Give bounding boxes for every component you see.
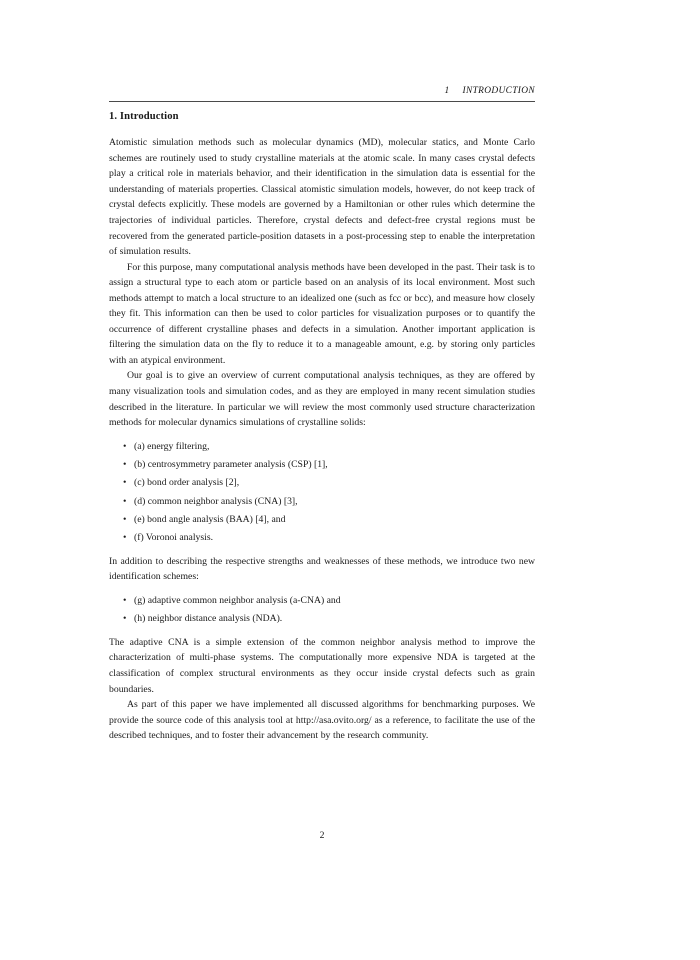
list-item: • (h) neighbor distance analysis (NDA). [109,611,535,627]
paragraph-implementation-source: As part of this paper we have implemented all discussed algorithms for benchmarking purposes. We provide the source code of this analysis tool at http://asa.ovito.org/ as a reference, to facilitate the use of the described techniques, and to foster their advancement by the research community. [109,699,535,742]
paragraph-new-schemes-intro: In addition to describing the respective strengths and weaknesses of these methods, we introduce two new identification schemes: [109,555,535,583]
list-existing-methods [109,439,535,546]
list-new-schemes [109,593,535,627]
list-item: • (a) energy filtering, [109,439,535,455]
paragraph-paper-goal: Our goal is to give an overview of current computational analysis techniques, as they are offered by many visualization tools and simulation codes, and as they are employed in many recent simulation studies described in the literature. In particular we will review the most commonly used structure characterization methods for molecular dynamics simulations of crystalline solids: [109,370,535,429]
list-item: • (d) common neighbor analysis (CNA) [3], [109,494,535,510]
text-block [109,110,535,744]
running-header [109,86,535,96]
list-item: • (c) bond order analysis [2], [109,475,535,491]
paragraph-intro-overview: Atomistic simulation methods such as molecular dynamics (MD), molecular statics, and Monte Carlo schemes are routinely used to study crystalline materials at the atomic scale. In many cases crystal defects play a critical role in materials behavior, and their identification in the simulation data is essential for the understanding of materials properties. Classical atomistic simulation models, however, do not keep track of crystal defects explicitly. These models are governed by a Hamiltonian or other rules which determine the trajectories of individual particles. Therefore, crystal defects and defect-free crystal regions must be recovered from the generated particle-position datasets in a post-processing step to enable the interpretation of simulation results. [109,137,535,258]
list-item: • (g) adaptive common neighbor analysis (a-CNA) and [109,593,535,609]
running-header-section-number: 1 [444,86,450,96]
running-header-section-name: INTRODUCTION [462,86,535,96]
page-title: 1. Introduction [109,111,179,122]
paragraph-analysis-methods: For this purpose, many computational analysis methods have been developed in the past. Their task is to assign a structural type to each atom or particle based on an analysis of its local environment. Most such methods attempt to match a local structure to an idealized one (such as fcc or bcc), and measure how closely they fit. This information can then be used to color particles for visualization purposes or to quantify the occurrence of different crystalline phases and defects in a simulation. Another important application is filtering the simulation data on the fly to reduce it to a manageable amount, e.g. by storing only particles with an atypical environment. [109,261,535,366]
list-item: • (e) bond angle analysis (BAA) [4], and [109,512,535,528]
page-number: 2 [319,830,325,841]
paragraph-adaptive-cna-nda: The adaptive CNA is a simple extension of the common neighbor analysis method to improve the characterization of multi-phase systems. The computationally more expensive NDA is targeted at the classification of complex structural environments as they occur inside crystal defects such as grain boundaries. [109,636,535,695]
header-rule-divider [109,101,535,102]
list-item: • (f) Voronoi analysis. [109,530,535,546]
list-item: • (b) centrosymmetry parameter analysis (CSP) [1], [109,457,535,473]
